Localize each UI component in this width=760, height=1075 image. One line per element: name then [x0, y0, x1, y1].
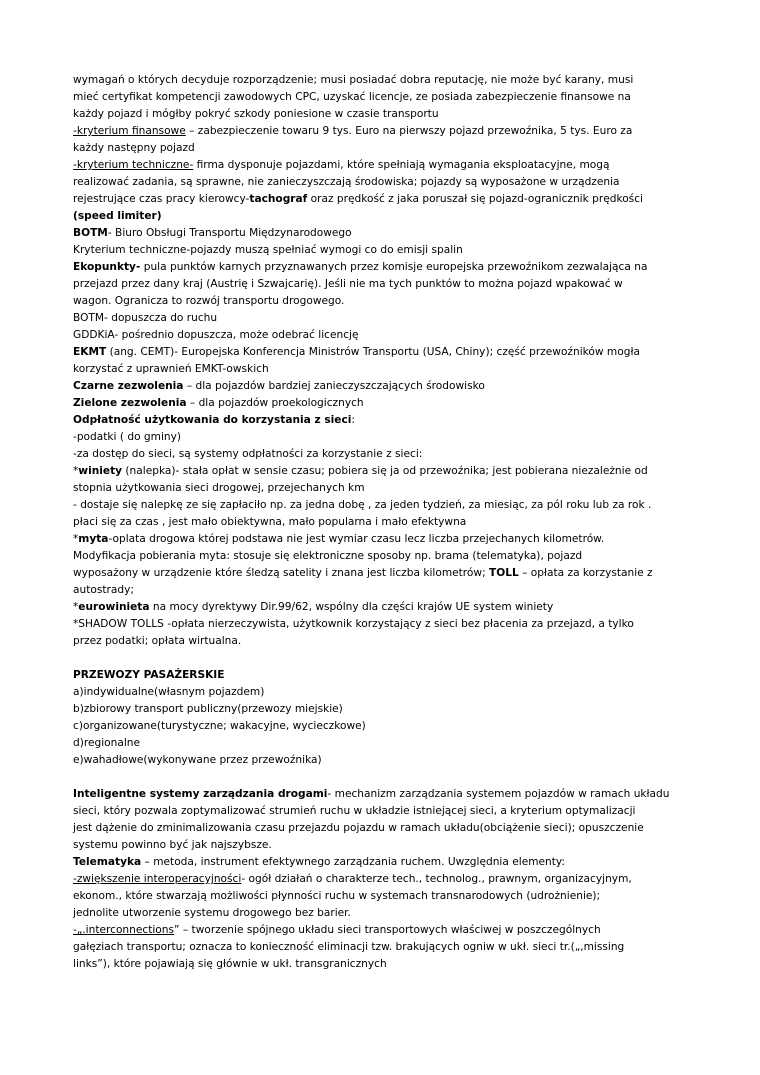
kryterium-techniczne-line: -kryterium techniczne- firma dysponuje pojazdami, które spełniają wymagania eksploatacyjne, mogą [73, 159, 610, 171]
ekmt-term: EKMT [73, 346, 107, 358]
interconnections-line: -„.interconnections” – tworzenie spójnego układu sieci transportowych właściwej w poszczególnych [73, 924, 601, 936]
intro-line: każdy pojazd i mógłby pokryć szkody poniesione w czasie transportu [73, 108, 439, 120]
przewozy-item: c)organizowane(turystyczne; wakacyjne, wycieczkowe) [73, 720, 366, 732]
przewozy-item: a)indywidualne(własnym pojazdem) [73, 686, 265, 698]
myta-line: wyposażony w urządzenie które śledzą satelity i znana jest liczba kilometrów; TOLL – opłata za korzystanie z [73, 567, 653, 579]
kryterium-techniczne-line: rejestrujące czas pracy kierowcy-tachograf oraz prędkość z jaka poruszał się pojazd-ogranicznik prędkości [73, 193, 643, 205]
interoperacyjnosc-line: -zwiększenie interoperacyjności- ogół działań o charakterze tech., technolog., prawnym, organizacyjnym, [73, 873, 632, 885]
myta-term: myta [78, 533, 109, 545]
interconnections-line: links”), które pojawiają się głównie w ukł. transgranicznych [73, 958, 387, 970]
paragraph-gap [73, 650, 703, 667]
interconnections-line: gałęziach transportu; oznacza to konieczność eliminacji tzw. brakujących ogniw w ukł. sieci tr.(„,missing [73, 941, 625, 953]
odplatnosc-term: Odpłatność użytkowania do korzystania z sieci [73, 414, 352, 426]
kryterium-finansowe-line: -kryterium finansowe – zabezpieczenie towaru 9 tys. Euro na pierwszy pojazd przewoźnika, 5 tys. Euro za [73, 125, 633, 137]
inteligentne-line: Inteligentne systemy zarządzania drogami- mechanizm zarządzania systemem pojazdów w ramach układu [73, 788, 670, 800]
podatki-line: -podatki ( do gminy) [73, 431, 182, 443]
ekopunkty-term: Ekopunkty- [73, 261, 141, 273]
przewozy-heading: PRZEWOZY PASAŻERSKIE [73, 669, 225, 681]
zielone-term: Zielone zezwolenia [73, 397, 187, 409]
dostaje-line: płaci się za czas , jest mało obiektywna, mało popularna i mało efektywna [73, 516, 467, 528]
myta-line: autostrady; [73, 584, 134, 596]
botm-line: BOTM- Biuro Obsługi Transportu Międzynarodowego [73, 227, 352, 239]
przewozy-item: b)zbiorowy transport publiczny(przewozy miejskie) [73, 703, 343, 715]
telematyka-term: Telematyka [73, 856, 142, 868]
botm-term: BOTM [73, 227, 108, 239]
document-page [73, 72, 703, 973]
eurowinieta-line: *eurowinieta na mocy dyrektywy Dir.99/62, wspólny dla części krajów UE system winiety [73, 601, 554, 613]
shadow-tolls-line: *SHADOW TOLLS -opłata nierzeczywista, użytkownik korzystający z sieci bez płacenia za przejazd, a tylko [73, 618, 634, 630]
przewozy-item: d)regionalne [73, 737, 141, 749]
ekopunkty-line: przejazd przez dany kraj (Austrię i Szwajcarię). Jeśli nie ma tych punktów to można pojazd wpakować w [73, 278, 623, 290]
winiety-line: stopnia użytkowania sieci drogowej, przejechanych km [73, 482, 365, 494]
shadow-tolls-line: przez podatki; opłata wirtualna. [73, 635, 242, 647]
kryterium-techniczne-term: -kryterium techniczne- [73, 159, 194, 171]
inteligentne-line: sieci, który pozwala zoptymalizować strumień ruchu w układzie istniejącej sieci, a kryterium optymalizacji [73, 805, 636, 817]
eurowinieta-term: eurowinieta [78, 601, 150, 613]
gddkia-line: GDDKiA- pośrednio dopuszcza, może odebrać licencję [73, 329, 359, 341]
czarne-line: Czarne zezwolenia – dla pojazdów bardziej zanieczyszczających środowisko [73, 380, 485, 392]
interoperacyjnosc-line: jednolite utworzenie systemu drogowego bez barier. [73, 907, 351, 919]
intro-line: mieć certyfikat kompetencji zawodowych CPC, uzyskać licencje, ze posiada zabezpieczenie finansowe na [73, 91, 631, 103]
kryterium-finansowe-line: każdy następny pojazd [73, 142, 195, 154]
inteligentne-line: systemu powinno być jak najszybsze. [73, 839, 272, 851]
myta-line: Modyfikacja pobierania myta: stosuje się elektroniczne sposoby np. brama (telematyka), pojazd [73, 550, 583, 562]
inteligentne-term: Inteligentne systemy zarządzania drogami [73, 788, 328, 800]
przewozy-item: e)wahadłowe(wykonywane przez przewoźnika) [73, 754, 322, 766]
speed-limiter-line: (speed limiter) [73, 210, 162, 222]
ekmt-line: korzystać z uprawnień EMKT-owskich [73, 363, 269, 375]
myta-line: *myta-oplata drogowa której podstawa nie jest wymiar czasu lecz liczba przejechanych kilometrów. [73, 533, 605, 545]
zielone-line: Zielone zezwolenia – dla pojazdów proekologicznych [73, 397, 364, 409]
dostaje-line: - dostaje się nalepkę ze się zapłaciło np. za jedna dobę , za jeden tydzień, za miesiąc, za pól roku lub za rok . [73, 499, 652, 511]
inteligentne-line: jest dążenie do zminimalizowania czasu przejazdu pojazdu w ramach układu(obciążenie sieci); opuszczenie [73, 822, 644, 834]
paragraph-gap [73, 769, 703, 786]
kryterium-techniczne-line: realizować zadania, są sprawne, nie zanieczyszczają środowiska; pojazdy są wyposażone w urządzenia [73, 176, 620, 188]
telematyka-line: Telematyka – metoda, instrument efektywnego zarządzania ruchem. Uwzględnia elementy: [73, 856, 565, 868]
kryterium-spaliny-line: Kryterium techniczne-pojazdy muszą spełniać wymogi co do emisji spalin [73, 244, 463, 256]
interoperacyjnosc-line: ekonom., które stwarzają możliwości płynności ruchu w systemach transnarodowych (udrożnienie); [73, 890, 601, 902]
interconnections-term: -„.interconnections [73, 924, 175, 936]
ekmt-line: EKMT (ang. CEMT)- Europejska Konferencja Ministrów Transportu (USA, Chiny); część przewoźników mogła [73, 346, 640, 358]
ekopunkty-line: wagon. Ogranicza to rozwój transportu drogowego. [73, 295, 345, 307]
winiety-line: *winiety (nalepka)- stała opłat w sensie czasu; pobiera się ja od przewoźnika; jest pobierana niezależnie od [73, 465, 648, 477]
intro-line: wymagań o których decyduje rozporządzenie; musi posiadać dobra reputację, nie może być karany, musi [73, 74, 634, 86]
kryterium-finansowe-term: -kryterium finansowe [73, 125, 186, 137]
dostep-line: -za dostęp do sieci, są systemy odpłatności za korzystanie z sieci: [73, 448, 423, 460]
odplatnosc-line: Odpłatność użytkowania do korzystania z sieci: [73, 414, 355, 426]
toll-term: TOLL [489, 567, 519, 579]
czarne-term: Czarne zezwolenia [73, 380, 184, 392]
interoperacyjnosc-term: -zwiększenie interoperacyjności [73, 873, 242, 885]
botm2-line: BOTM- dopuszcza do ruchu [73, 312, 218, 324]
winiety-term: winiety [78, 465, 123, 477]
tachograf-term: tachograf [249, 193, 308, 205]
ekopunkty-line: Ekopunkty- pula punktów karnych przyznawanych przez komisje europejska przewoźnikom zezwalająca na [73, 261, 648, 273]
